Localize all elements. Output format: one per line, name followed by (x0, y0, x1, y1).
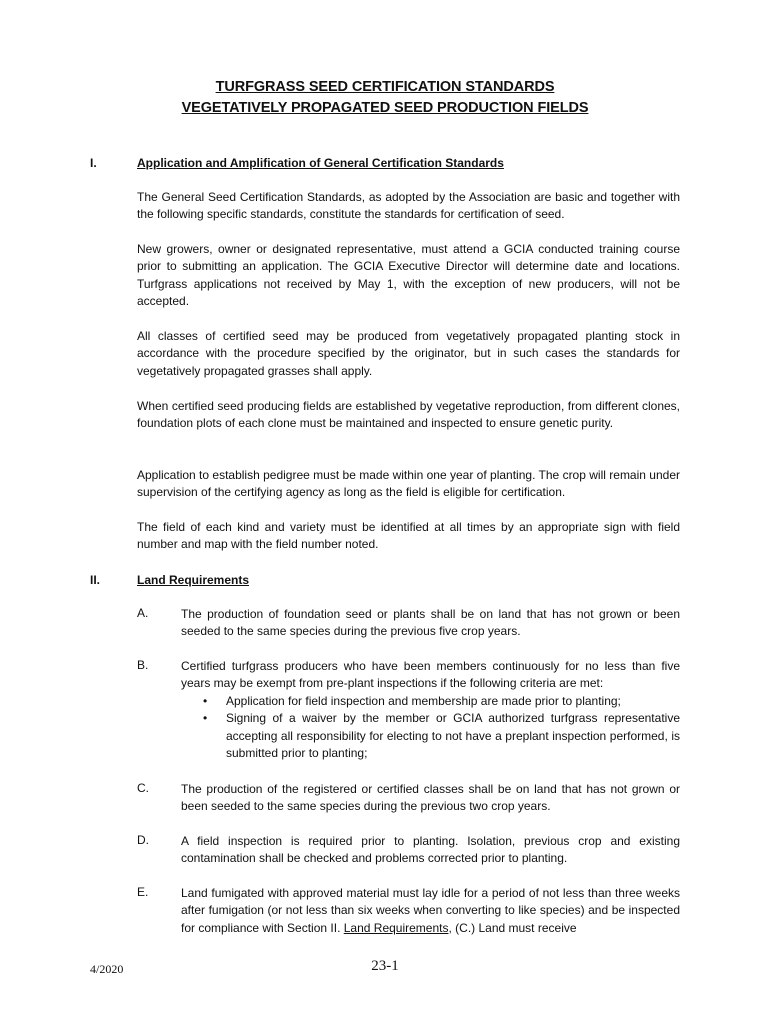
item-letter-b: B. (137, 658, 149, 672)
paragraph: Application to establish pedigree must be made within one year of planting. The crop will remain under supervision of the certifying agency as long as the field is eligible for certification. (137, 468, 680, 500)
section-heading-1: Application and Amplification of General Certification Standards (137, 156, 504, 170)
document-title-line1: TURFGRASS SEED CERTIFICATION STANDARDS (215, 79, 555, 95)
section-heading-2: Land Requirements (137, 573, 250, 587)
section-number-1: I. (90, 156, 97, 170)
item-letter-d: D. (137, 833, 149, 847)
item-letter-e: E. (137, 885, 149, 899)
item-text-c: The production of the registered or certified classes shall be on land that has not grown or been seeded to the same species during the previous two crop years. (181, 782, 680, 814)
criteria-list (181, 693, 680, 763)
item-b (181, 658, 680, 762)
section-reference-link: Land Requirements (343, 920, 449, 935)
paragraph: The field of each kind and variety must be identified at all times by an appropriate sign with field number and map with the field number noted. (137, 520, 680, 552)
item-text-a: The production of foundation seed or plants shall be on land that has not grown or been seeded to the same species during the previous five crop years. (181, 607, 680, 639)
bullet-icon: • (203, 711, 208, 726)
footer-date: 4/2020 (90, 962, 124, 976)
paragraph: When certified seed producing fields are established by vegetative reproduction, from different clones, foundation plots of each clone must be maintained and inspected to ensure genetic purity. (137, 399, 680, 431)
page-number: 23-1 (371, 958, 399, 974)
list-item (181, 693, 680, 710)
paragraph: New growers, owner or designated representative, must attend a GCIA conducted training course prior to submitting an application. The GCIA Executive Director will determine date and locations. Turfgrass applications not received by May 1, with the exception of new producers, will not be accepted. (137, 242, 680, 309)
item-text-d: A field inspection is required prior to planting. Isolation, previous crop and existing contamination shall be checked and problems corrected prior to planting. (181, 834, 680, 866)
item-text-e-before: Land fumigated with approved material must lay idle for a period of not less than three weeks after fumigation (or not less than six weeks when converting to like species) and be inspected for compliance with Section II. (181, 886, 680, 935)
paragraph: The General Seed Certification Standards, as adopted by the Association are basic and together with the following specific standards, constitute the standards for certification of seed. (137, 190, 680, 222)
item-text-e-after: , (C.) Land must receive (448, 920, 577, 935)
paragraph: All classes of certified seed may be produced from vegetatively propagated planting stock in accordance with the procedure specified by the originator, but in such cases the standards for vegetatively propagated grasses shall apply. (137, 329, 680, 378)
section-number-2: II. (90, 573, 101, 587)
item-text-b: Certified turfgrass producers who have been members continuously for no less than five years may be exempt from pre-plant inspections if the following criteria are met: (181, 659, 680, 691)
document-title-line2: VEGETATIVELY PROPAGATED SEED PRODUCTION FIELDS (181, 100, 589, 116)
list-item-text: Application for field inspection and membership are made prior to planting; (226, 693, 621, 708)
list-item-text: Signing of a waiver by the member or GCIA authorized turfgrass representative accepting all responsibility for electing to not have a preplant inspection performed, is submitted prior to planting; (226, 711, 680, 761)
item-letter-c: C. (137, 781, 149, 795)
bullet-icon: • (203, 693, 208, 708)
item-text-e (181, 885, 680, 937)
list-item (181, 710, 680, 762)
item-letter-a: A. (137, 606, 149, 620)
